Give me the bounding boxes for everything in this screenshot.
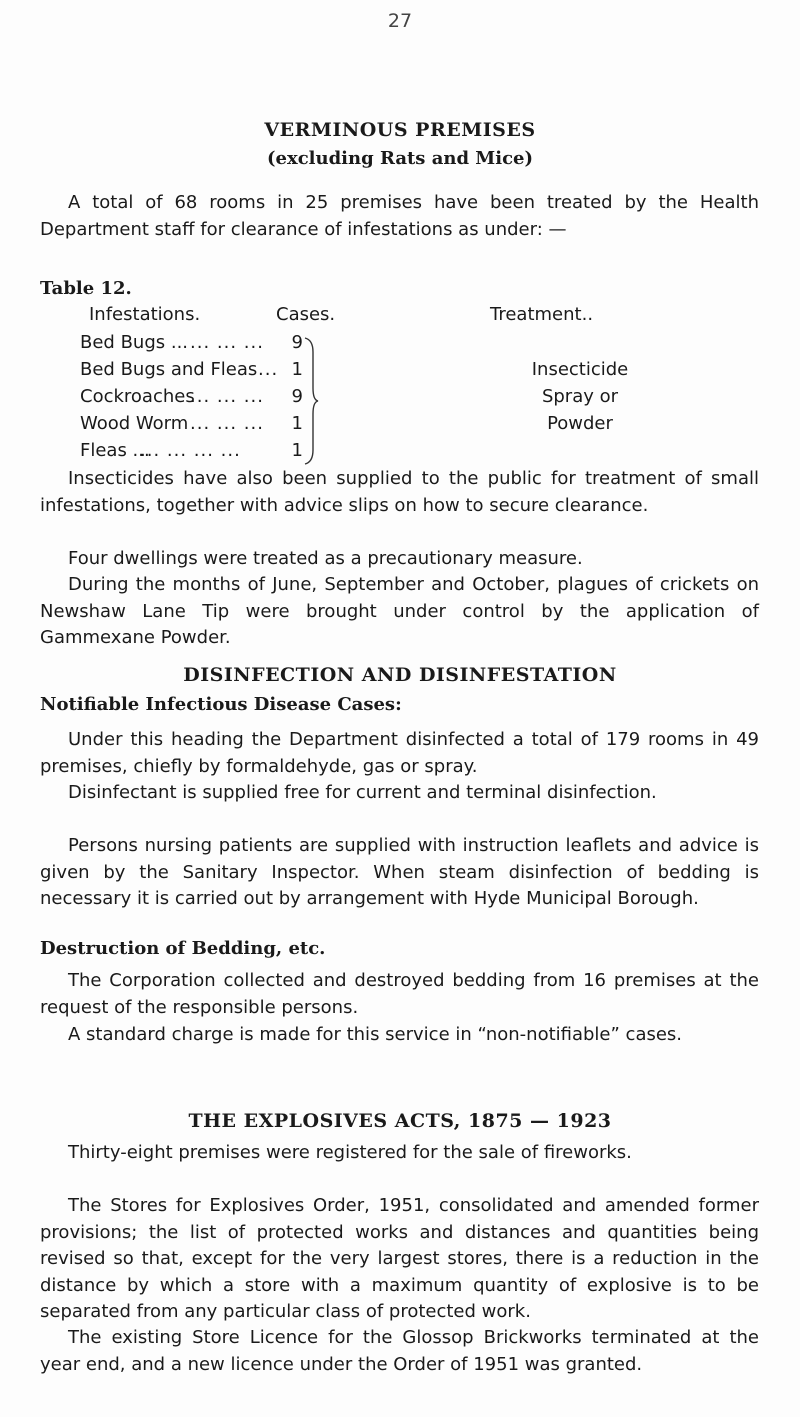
table-row-infestation: Bed Bugs and Fleas: [80, 359, 258, 380]
table-row-infestation: Bed Bugs ...: [80, 332, 189, 353]
notifiable-heading: Notifiable Infectious Disease Cases:: [40, 694, 402, 715]
table-row-leader: ...: [258, 359, 279, 380]
table-row-cases: 1: [291, 413, 303, 434]
bedding-paragraph: The Corporation collected and destroyed bedding from 16 premises at the request of the responsible persons.: [40, 970, 759, 1018]
verminous-intro-paragraph: A total of 68 rooms in 25 premises have been treated by the Health Department staff for clearance of infestations as under: —: [40, 192, 759, 240]
treatment-line: Insecticide: [531, 359, 629, 380]
table-row-leader: ... ... ... ...: [140, 440, 241, 461]
table-header-infestations: Infestations.: [89, 304, 201, 325]
explosives-title: THE EXPLOSIVES ACTS, 1875 — 1923: [188, 1110, 612, 1132]
verminous-paragraph: During the months of June, September and October, plagues of crickets on Newshaw Lane Tip were brought under control by the application of Gammexane Powder.: [40, 574, 759, 648]
table-row-infestation: Fleas ...: [80, 440, 150, 461]
table-row-leader: ... ... ...: [190, 332, 264, 353]
table-row-leader: ... ... ...: [190, 386, 264, 407]
verminous-paragraph: Four dwellings were treated as a precautionary measure.: [68, 548, 583, 569]
table-row-cases: 1: [291, 359, 303, 380]
disinfection-paragraph: Disinfectant is supplied free for current and terminal disinfection.: [68, 782, 657, 803]
page-number: 27: [387, 10, 413, 32]
table-row-infestation: Cockroaches: [80, 386, 195, 407]
bedding-paragraph: A standard charge is made for this service in “non-notifiable” cases.: [68, 1024, 683, 1045]
table-row-cases: 9: [291, 332, 303, 353]
explosives-paragraph: The Stores for Explosives Order, 1951, consolidated and amended former provisions; the list of protected works and distances and quantities being revised so that, except for the very largest stores, there is a reduction in the distance by which a store with a maximum quantity of explosive is to be separated from any particular class of protected work.: [40, 1195, 759, 1322]
table-row-cases: 9: [291, 386, 303, 407]
disinfection-paragraph: Under this heading the Department disinfected a total of 179 rooms in 49 premises, chiefly by formaldehyde, gas or spray.: [40, 729, 759, 777]
table-row-leader: ... ... ...: [190, 413, 264, 434]
verminous-premises-title: VERMINOUS PREMISES: [264, 119, 536, 141]
verminous-paragraph: Insecticides have also been supplied to the public for treatment of small infestations, together with advice slips on how to secure clearance.: [40, 468, 759, 516]
disinfection-paragraph: Persons nursing patients are supplied with instruction leaflets and advice is given by the Sanitary Inspector. When steam disinfection of bedding is necessary it is carried out by arrangement with Hyde Municipal Borough.: [40, 835, 759, 909]
verminous-premises-subtitle: (excluding Rats and Mice): [267, 148, 533, 169]
table-label: Table 12.: [40, 278, 132, 299]
explosives-paragraph: The existing Store Licence for the Glossop Brickworks terminated at the year end, and a new licence under the Order of 1951 was granted.: [40, 1327, 759, 1375]
table-header-treatment: Treatment..: [490, 304, 594, 325]
table-row-cases: 1: [291, 440, 303, 461]
right-brace-icon: [303, 336, 319, 466]
explosives-paragraph: Thirty-eight premises were registered for the sale of fireworks.: [68, 1142, 632, 1163]
table-header-cases: Cases.: [276, 304, 336, 325]
table-row-infestation: Wood Worm: [80, 413, 189, 434]
treatment-line: Spray or: [541, 386, 619, 407]
disinfection-title: DISINFECTION AND DISINFESTATION: [183, 664, 617, 686]
bedding-heading: Destruction of Bedding, etc.: [40, 938, 326, 959]
treatment-line: Powder: [547, 413, 613, 434]
